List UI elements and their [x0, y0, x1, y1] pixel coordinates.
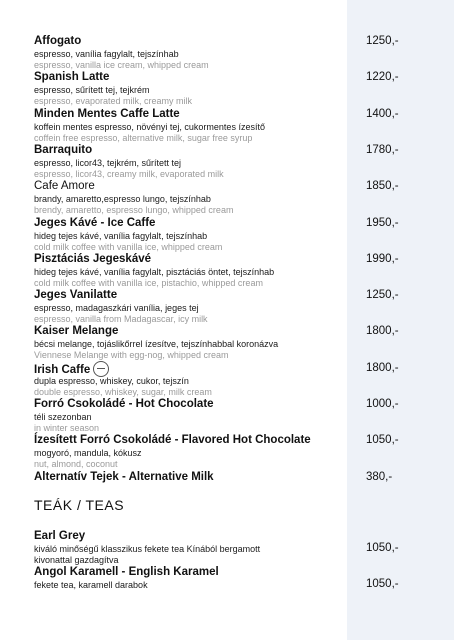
item-name: Jeges Vanilatte — [34, 289, 118, 301]
item-price: 1950,- — [366, 217, 399, 229]
item-name: Pisztáciás Jegeskávé — [34, 253, 152, 265]
item-price: 1850,- — [366, 180, 399, 192]
item-description-en: double espresso, whiskey, sugar, milk cream — [34, 387, 212, 397]
item-name: Cafe Amore — [34, 180, 95, 192]
item-description: kivonattal gazdagítva — [34, 555, 119, 565]
item-description-en: espresso, vanilla ice cream, whipped cream — [34, 60, 209, 70]
item-name: Irish Caffe — [34, 364, 91, 377]
item-price: 1050,- — [366, 434, 399, 446]
item-price: 1050,- — [366, 542, 399, 554]
item-description-en: nut, almond, coconut — [34, 459, 118, 469]
item-description-en: espresso, licor43, creamy milk, evaporated milk — [34, 169, 224, 179]
item-description-en: espresso, evaporated milk, creamy milk — [34, 96, 193, 106]
item-name: Spanish Latte — [34, 71, 110, 83]
item-price: 1990,- — [366, 253, 399, 265]
item-price: 380,- — [366, 471, 393, 483]
item-description-en: Viennese Melange with egg-nog, whipped cream — [34, 350, 229, 360]
item-price: 1250,- — [366, 35, 399, 47]
item-price: 1780,- — [366, 144, 399, 156]
item-description: brandy, amaretto,espresso lungo, tejszínhab — [34, 194, 211, 204]
item-price: 1000,- — [366, 398, 399, 410]
item-description-en: in winter season — [34, 423, 100, 433]
item-name: Ízesített Forró Csokoládé - Flavored Hot Chocolate — [34, 434, 311, 446]
item-description: kiváló minőségű klasszikus fekete tea Kínából bergamott — [34, 544, 261, 554]
item-price: 1220,- — [366, 71, 399, 83]
item-description-en: coffein free espresso, alternative milk, sugar free syrup — [34, 133, 253, 143]
item-description: hideg tejes kávé, vanília fagylalt, pisztáciás öntet, tejszínhab — [34, 267, 275, 277]
item-description-en: cold milk coffee with vanilla ice, whipped cream — [34, 242, 223, 252]
item-description: mogyoró, mandula, kókusz — [34, 448, 142, 458]
item-name: Forró Csokoládé - Hot Chocolate — [34, 398, 214, 410]
item-name: Jeges Kávé - Ice Caffe — [34, 217, 156, 229]
section-title-teas: TEÁK / TEAS — [34, 497, 125, 513]
item-name: Earl Grey — [34, 530, 86, 542]
item-description: bécsi melange, tojáslikőrrel ízesítve, tejszínhabbal koronázva — [34, 339, 279, 349]
stamp-icon — [93, 361, 109, 377]
item-name: Barraquito — [34, 144, 93, 156]
item-price: 1800,- — [366, 362, 399, 374]
item-description-en: cold milk coffee with vanilla ice, pistachio, whipped cream — [34, 278, 263, 288]
item-description: espresso, madagaszkári vanília, jeges tej — [34, 303, 199, 313]
item-description: dupla espresso, whiskey, cukor, tejszín — [34, 376, 189, 386]
item-description: téli szezonban — [34, 412, 92, 422]
item-price: 1800,- — [366, 325, 399, 337]
item-price: 1400,- — [366, 108, 399, 120]
item-description: espresso, sűrített tej, tejkrém — [34, 85, 150, 95]
item-description: espresso, vanília fagylalt, tejszínhab — [34, 49, 179, 59]
item-description-en: brendy, amaretto, espresso lungo, whipped cream — [34, 205, 234, 215]
item-name: Kaiser Melange — [34, 325, 119, 337]
item-price: 1250,- — [366, 289, 399, 301]
item-name: Affogato — [34, 35, 82, 47]
item-description-en: espresso, vanilla from Madagascar, icy milk — [34, 314, 208, 324]
item-description: fekete tea, karamell darabok — [34, 580, 148, 590]
item-name: Minden Mentes Caffe Latte — [34, 108, 180, 120]
item-description: hideg tejes kávé, vanília fagylalt, tejszínhab — [34, 231, 208, 241]
item-name: Angol Karamell - English Karamel — [34, 566, 219, 578]
item-price: 1050,- — [366, 578, 399, 590]
item-description: espresso, licor43, tejkrém, sűrített tej — [34, 158, 182, 168]
item-name: Alternatív Tejek - Alternative Milk — [34, 471, 214, 483]
item-description: koffein mentes espresso, növényi tej, cukormentes ízesítő — [34, 122, 265, 132]
